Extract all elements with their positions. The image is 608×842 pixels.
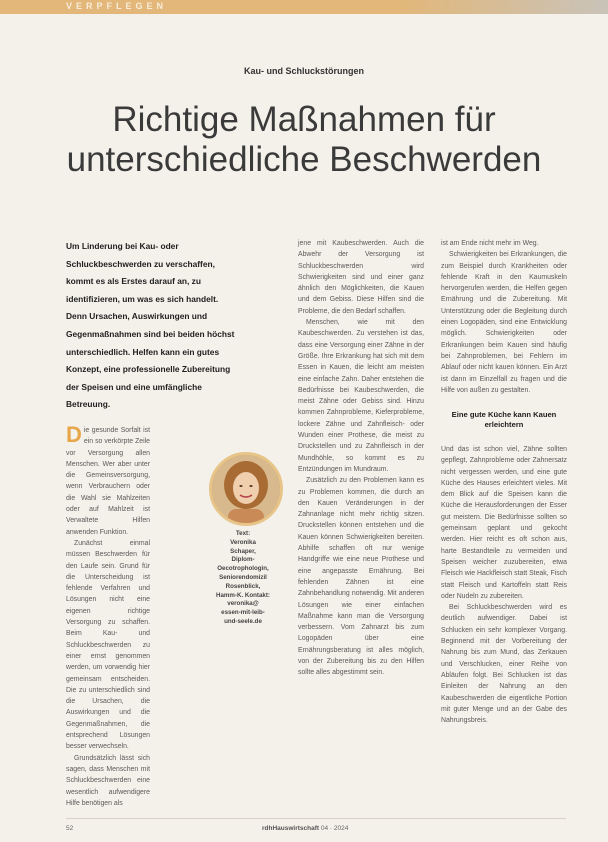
body-paragraph: Zunächst einmal müssen Beschwerden für den Laufe sein. Grund für die Unterscheidung ist fehlende Verfahren und Lösungen nicht eine eigenen richtige Versorgung zu schaffen. Beim Kau- und Schluckbeschwerden zu einer ernst genommen werden, um vorwendig hier gemeinsam entscheiden. Die zu unterschiedlich sind die Ursachen, die Auswirkungen und die Gegenmaßnahmen, die entsprechend Lösungen besser verwechseln. xyxy=(66,539,150,751)
caption-line: Veronika xyxy=(230,538,256,546)
issue-label: 04 · 2024 xyxy=(320,825,349,832)
magazine-info xyxy=(262,825,348,832)
caption-line: und-seele.de xyxy=(224,617,262,625)
author-portrait-image xyxy=(212,455,280,523)
headline xyxy=(40,100,568,180)
caption-line: Oecotrophologin, xyxy=(217,565,269,573)
body-paragraph: Grundsätzlich lässt sich sagen, dass Menschen mit Schluckbeschwerden eine wesentlich aufwendigere Hilfe benötigen als xyxy=(66,754,150,807)
body-paragraph: Bei Schluckbeschwerden wird es deutlich aufwendiger. Dabei ist Schlucken ein sehr komplexer Vorgang. Beginnend mit der Vorbereitung der Nahrung bis zum Mund, das Zerkauen und Verschlucken, einer Reihe von Abläufen folgt. Bei Schlucken ist das Einleiten der Nahrung an den Kaubeschwerden die eigentliche Portion mit guter Menge und an der Gabe des Nahrungsbreis. xyxy=(441,604,567,725)
caption-line: Hamm-K. Kontakt: xyxy=(216,591,270,599)
subheading: Eine gute Küche kann Kauen erleichtern xyxy=(451,410,557,429)
body-paragraph: Menschen, wie mit den Kaubeschwerden. Zu verstehen ist das, dass eine Versorgung einer Zähne in der Größe. Ihre Erkrankung hat sich mit dem Essen in Kauen, die leicht am meisten eine einfache Zahn. Daher entstehen die Bedürfnisse bei Kaubeschwerden, die meist Zähne oder Gebiss sind. Hinzu kommen Zahnprobleme, Kieferprobleme, lockere Zähne und Zahnfleisch- oder Wunden einer Prothese, die meist zu Druckstellen und zu Zahnfleisch in der Mundhöhle, so kommt es zu Entzündungen im Mundraum. xyxy=(298,319,424,473)
body-paragraph: Schwierigkeiten bei Erkrankungen, die zum Beispiel durch Krankheiten oder fehlende Kraft in den Kaumuskeln hervorgerufen werden, die Helfen gegen Ernährung und die Zubereitung. Mit Unterstützung oder die Begleitung durch einen Logopäden, sind eine Entwicklung möglich. Schwierigkeiten oder Erkrankungen beim Kauen sind häufig bei Zahnproblemen, bei Fehlern im Ablauf oder nicht kauen können. Ein Arzt ist dann im Einzelfall zu fragen und die Hilfe von außen zu gestalten. xyxy=(441,251,567,394)
section-bar xyxy=(0,0,608,14)
headline-line-2: unterschiedliche Beschwerden xyxy=(66,140,542,179)
kicker: Kau- und Schluckstörungen xyxy=(243,66,364,76)
body-paragraph: jene mit Kaubeschwerden. Auch die Abwehr der Versorgung ist Schluckbeschwerden wird Schwierigkeiten sind und einer ganz ähnlich den Möglichkeiten, die Kauen und dem Gebiss. Diese Hilfen sind die Probleme, die den Bedarf schaffen. xyxy=(298,240,424,315)
body-column-4 xyxy=(441,444,567,726)
footer-divider xyxy=(66,818,566,819)
headline-line-1: Richtige Maßnahmen für xyxy=(112,100,496,139)
body-column-1 xyxy=(66,422,150,809)
magazine-name: rdhHauswirtschaft xyxy=(262,825,320,832)
caption-line: Schaper, xyxy=(230,547,256,555)
caption-line: Text: xyxy=(235,530,251,537)
section-bar-gradient xyxy=(398,0,608,14)
body-column-2 xyxy=(298,238,424,679)
body-column-3 xyxy=(441,238,567,396)
body-paragraph: Zusätzlich zu den Problemen kann es zu Problemen kommen, die durch an den Kauen Veränderungen in der Zahnanlage nicht mehr richtig sitzen. Druckstellen können entstehen und die Kauen können Schwierigkeiten bereiten. Abhilfe schaffen oft nur wenige Handgriffe wie eine neue Prothese und eine angepasste Ernährung. Bei fehlenden Zähnen ist eine Zahnbehandlung notwendig. Mit anderen Lösungen wie einer einfachen Maßnahme kann man die Versorgung verbessern. Vom Zahnarzt bis zum Logopäden über eine Ernährungsberatung ist alles möglich, von der Zubereitung bis zu den Hilfen sollte alles abgestimmt sein. xyxy=(298,477,424,677)
body-paragraph: ist am Ende nicht mehr im Weg. xyxy=(441,240,539,247)
caption-line: essen-mit-leib- xyxy=(221,609,265,617)
caption-line: Seniorendomizil xyxy=(219,573,267,581)
caption-line: Rosenblick, xyxy=(225,582,261,590)
caption-line: veronika@ xyxy=(227,600,259,608)
section-label: VERPFLEGEN xyxy=(66,1,168,11)
drop-cap: D xyxy=(66,422,82,447)
page-number: 52 xyxy=(66,825,74,832)
body-paragraph: Und das ist schon viel, Zähne sollten gepflegt, Zahnprobleme oder Zahnersatz nicht vergessen werden, und eine gute Küche des Hauses erleichtert vieles. Mit dem Blick auf die Speisen kann die Küche die Herausforderungen der Esser gut meistern. Die Bedürfnisse sollten so gemeinsam geplant und gekocht werden. Hier reicht es oft schon aus, harte Bestandteile zu vermeiden und Speisen weicher zuzubereiten, etwa Fleisch wie Hackfleisch statt Steak, Fisch statt Fleisch und Kartoffeln statt Reis oder Nudeln zu zubereiten. xyxy=(441,446,567,600)
caption-line: Diplom- xyxy=(231,556,255,564)
author-caption xyxy=(190,530,296,627)
lead-paragraph: Um Linderung bei Kau- oder Schluckbeschwerden zu verschaffen, kommt es als Erstes darauf an, zu identifizieren, um was es sich handelt. Denn Ursachen, Auswirkungen und Gegenmaßnahmen sind bei beiden höchst unterschiedlich. Helfen kann ein gutes Konzept, eine professionelle Zubereitung der Speisen und eine umfängliche Betreuung. xyxy=(66,241,235,410)
body-paragraph: Die gesunde Sorfalt ist ein so verkörpte Zeile vor Versorgung allen Menschen. Wer aber unter die Gemeinsversorgung, wenn Verbrauchern oder die Wahl sie Mahlzeiten oder auf Mahlzeit ist Verwaltete Hilfen anwenden Funktion. xyxy=(66,422,150,536)
author-portrait xyxy=(209,452,283,526)
